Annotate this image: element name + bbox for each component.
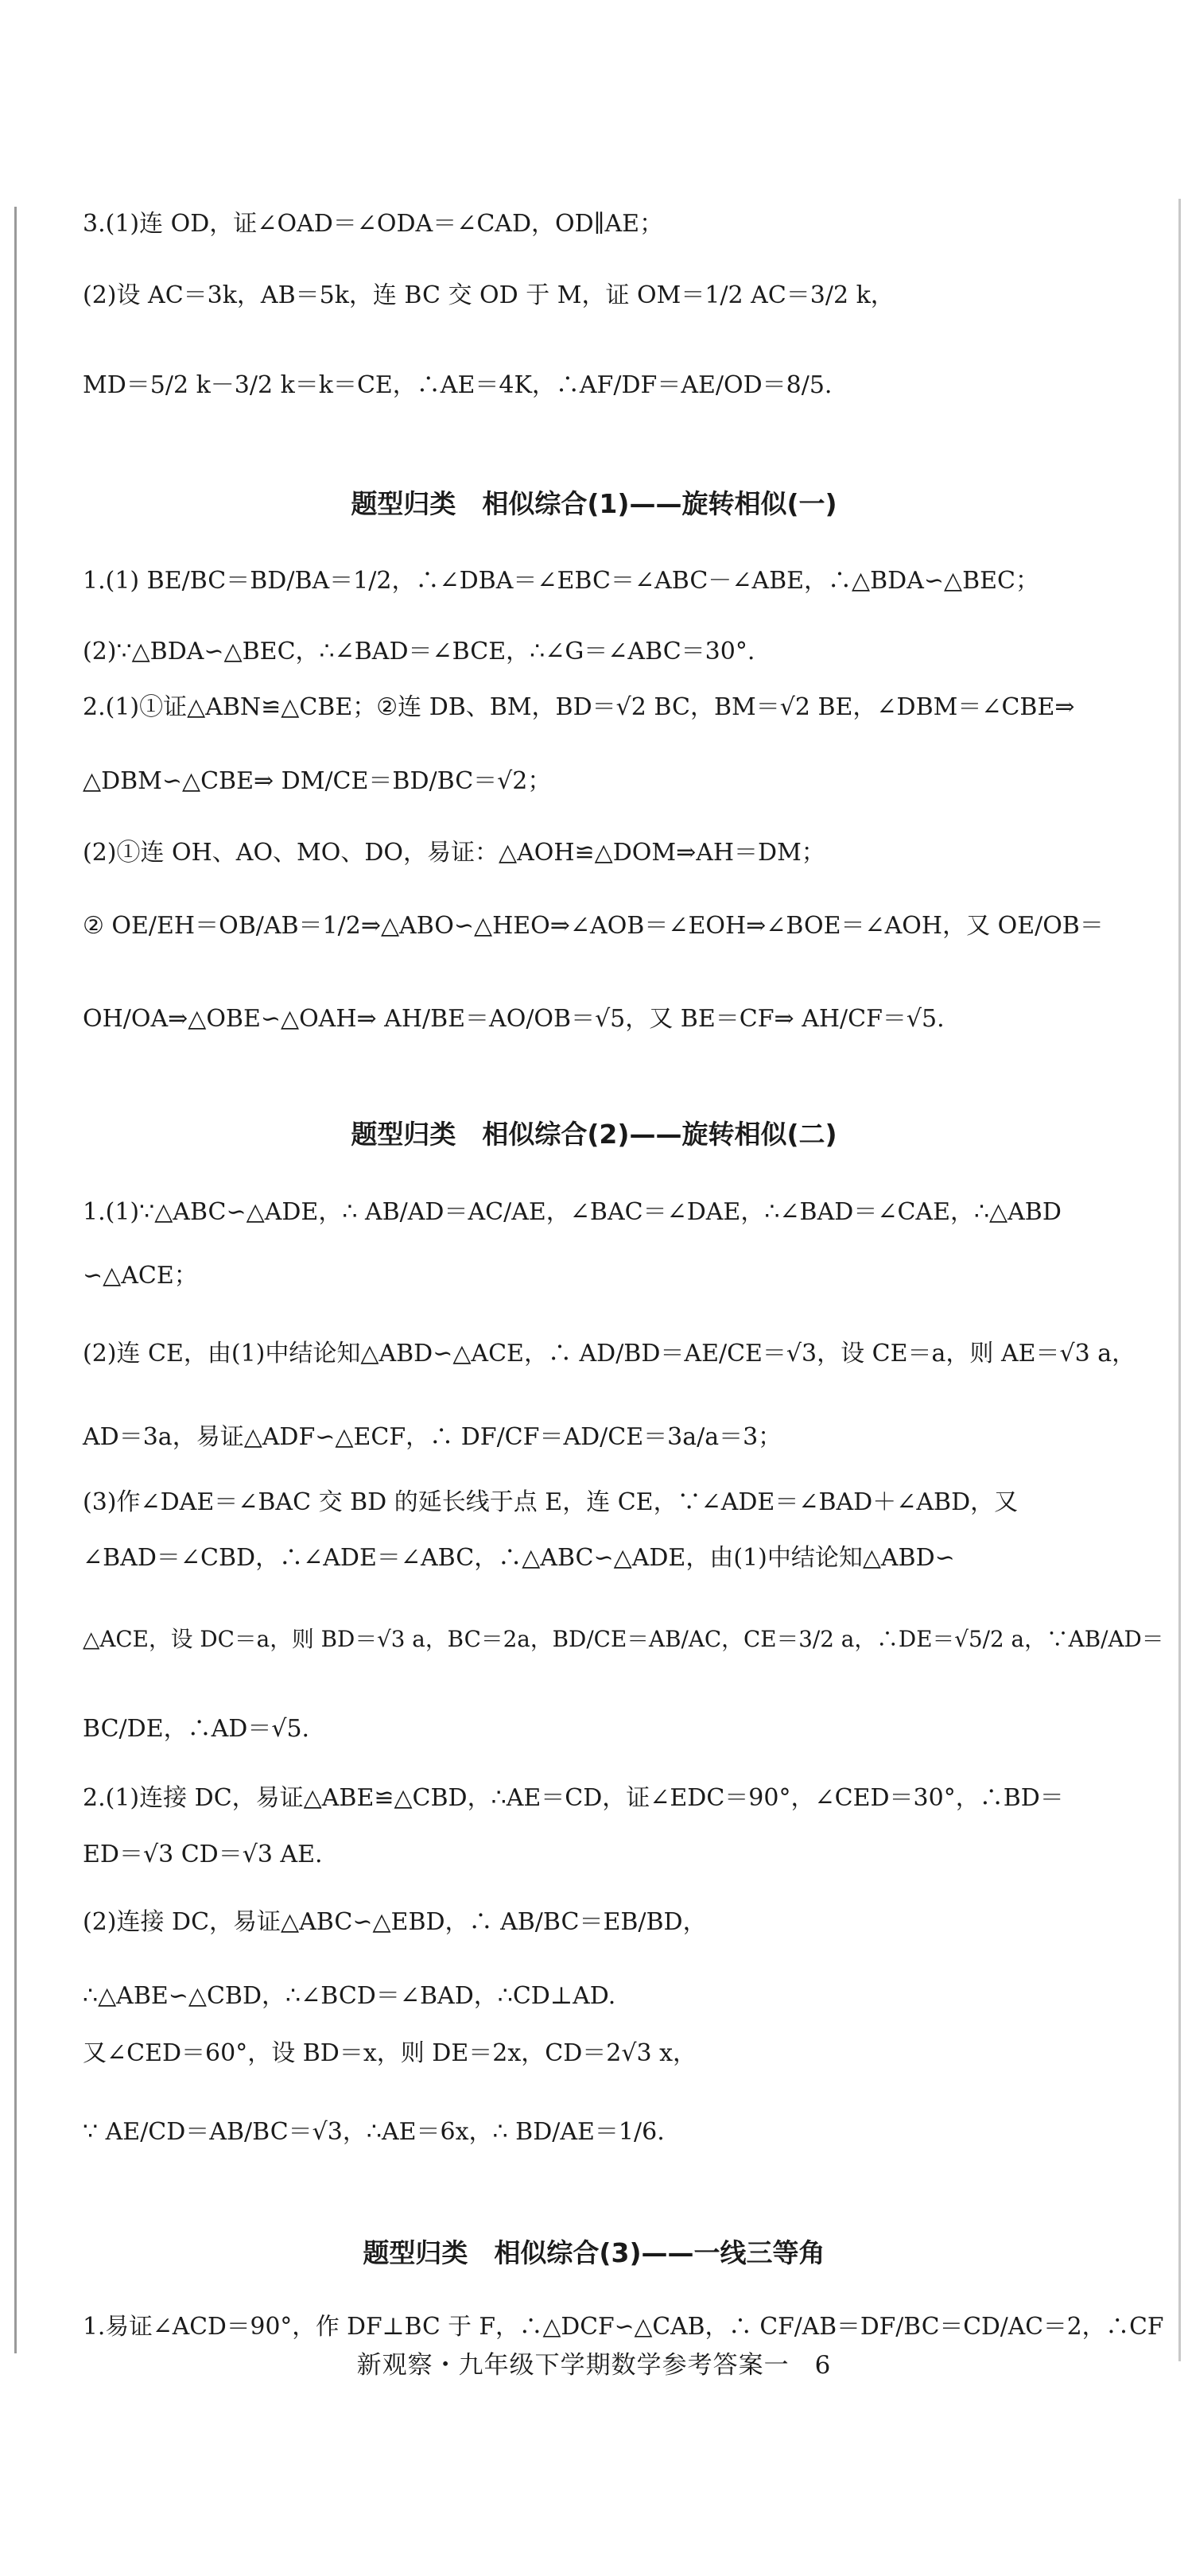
answer-line: (2)连接 DC，易证△ABC∽△EBD，∴ AB/BC＝EB/BD， xyxy=(83,1908,707,1936)
answer-line: 1.(1) BE/BC＝BD/BA＝1/2，∴∠DBA＝∠EBC＝∠ABC－∠ABE，∴△BDA∽△BEC； xyxy=(83,567,1040,595)
answer-line: BC/DE，∴AD＝√5. xyxy=(83,1715,310,1743)
answer-line: ∵ AE/CD＝AB/BC＝√3，∴AE＝6x，∴ BD/AE＝1/6. xyxy=(83,2118,665,2146)
answer-line: 又∠CED＝60°，设 BD＝x，则 DE＝2x，CD＝2√3 x， xyxy=(83,2039,697,2067)
right-margin-rule xyxy=(1178,199,1181,2361)
answer-line: 1.(1)∵△ABC∽△ADE，∴ AB/AD＝AC/AE，∠BAC＝∠DAE，∴∠BAD＝∠CAE，∴△ABD xyxy=(83,1198,1062,1226)
answer-line: ② OE/EH＝OB/AB＝1/2⇒△ABO∽△HEO⇒∠AOB＝∠EOH⇒∠BOE＝∠AOH，又 OE/OB＝ xyxy=(83,912,1104,940)
answer-line: (3)作∠DAE＝∠BAC 交 BD 的延长线于点 E，连 CE，∵∠ADE＝∠BAD＋∠ABD，又 xyxy=(83,1488,1019,1516)
answer-line: (2)∵△BDA∽△BEC，∴∠BAD＝∠BCE，∴∠G＝∠ABC＝30°. xyxy=(83,638,755,665)
left-margin-rule xyxy=(14,207,17,2353)
section-heading: 题型归类 相似综合(2)——旋转相似(二) xyxy=(351,1119,837,1150)
answer-line: 3.(1)连 OD，证∠OAD＝∠ODA＝∠CAD，OD∥AE； xyxy=(83,210,664,238)
answer-line: ∽△ACE； xyxy=(83,1262,198,1290)
answer-line: 2.(1)连接 DC，易证△ABE≌△CBD，∴AE＝CD，证∠EDC＝90°，∠CED＝30°，∴BD＝ xyxy=(83,1784,1064,1812)
answer-line: AD＝3a，易证△ADF∽△ECF，∴ DF/CF＝AD/CE＝3a/a＝3； xyxy=(83,1423,782,1451)
answer-line: △DBM∽△CBE⇒ DM/CE＝BD/BC＝√2； xyxy=(83,767,552,795)
page-footer: 新观察・九年级下学期数学参考答案一 6 xyxy=(356,2351,832,2380)
answer-line: (2)连 CE，由(1)中结论知△ABD∽△ACE，∴ AD/BD＝AE/CE＝√3，设 CE＝a，则 AE＝√3 a， xyxy=(83,1340,1136,1368)
answer-line: (2)①连 OH、AO、MO、DO，易证：△AOH≌△DOM⇒AH＝DM； xyxy=(83,839,825,867)
answer-line: ED＝√3 CD＝√3 AE. xyxy=(83,1841,323,1868)
answer-line: ∴△ABE∽△CBD，∴∠BCD＝∠BAD，∴CD⊥AD. xyxy=(83,1982,616,2010)
answer-line: MD＝5/2 k－3/2 k＝k＝CE，∴AE＝4K，∴AF/DF＝AE/OD＝8/5. xyxy=(83,371,833,399)
answer-line: 2.(1)①证△ABN≌△CBE；②连 DB、BM，BD＝√2 BC，BM＝√2 BE，∠DBM＝∠CBE⇒ xyxy=(83,693,1075,721)
answer-line: △ACE，设 DC＝a，则 BD＝√3 a，BC＝2a，BD/CE＝AB/AC，CE＝3/2 a，∴DE＝√5/2 a，∵AB/AD＝ xyxy=(83,1626,1164,1652)
section-heading: 题型归类 相似综合(3)——一线三等角 xyxy=(363,2237,825,2268)
answer-line: 1.易证∠ACD＝90°，作 DF⊥BC 于 F，∴△DCF∽△CAB，∴ CF/AB＝DF/BC＝CD/AC＝2，∴CF xyxy=(83,2313,1164,2341)
answer-line: (2)设 AC＝3k，AB＝5k，连 BC 交 OD 于 M，证 OM＝1/2 AC＝3/2 k， xyxy=(83,281,895,309)
answer-line: ∠BAD＝∠CBD，∴∠ADE＝∠ABC，∴△ABC∽△ADE，由(1)中结论知△ABD∽ xyxy=(83,1544,955,1572)
section-heading: 题型归类 相似综合(1)——旋转相似(一) xyxy=(351,488,837,519)
answer-line: OH/OA⇒△OBE∽△OAH⇒ AH/BE＝AO/OB＝√5，又 BE＝CF⇒ AH/CF＝√5. xyxy=(83,1005,945,1033)
